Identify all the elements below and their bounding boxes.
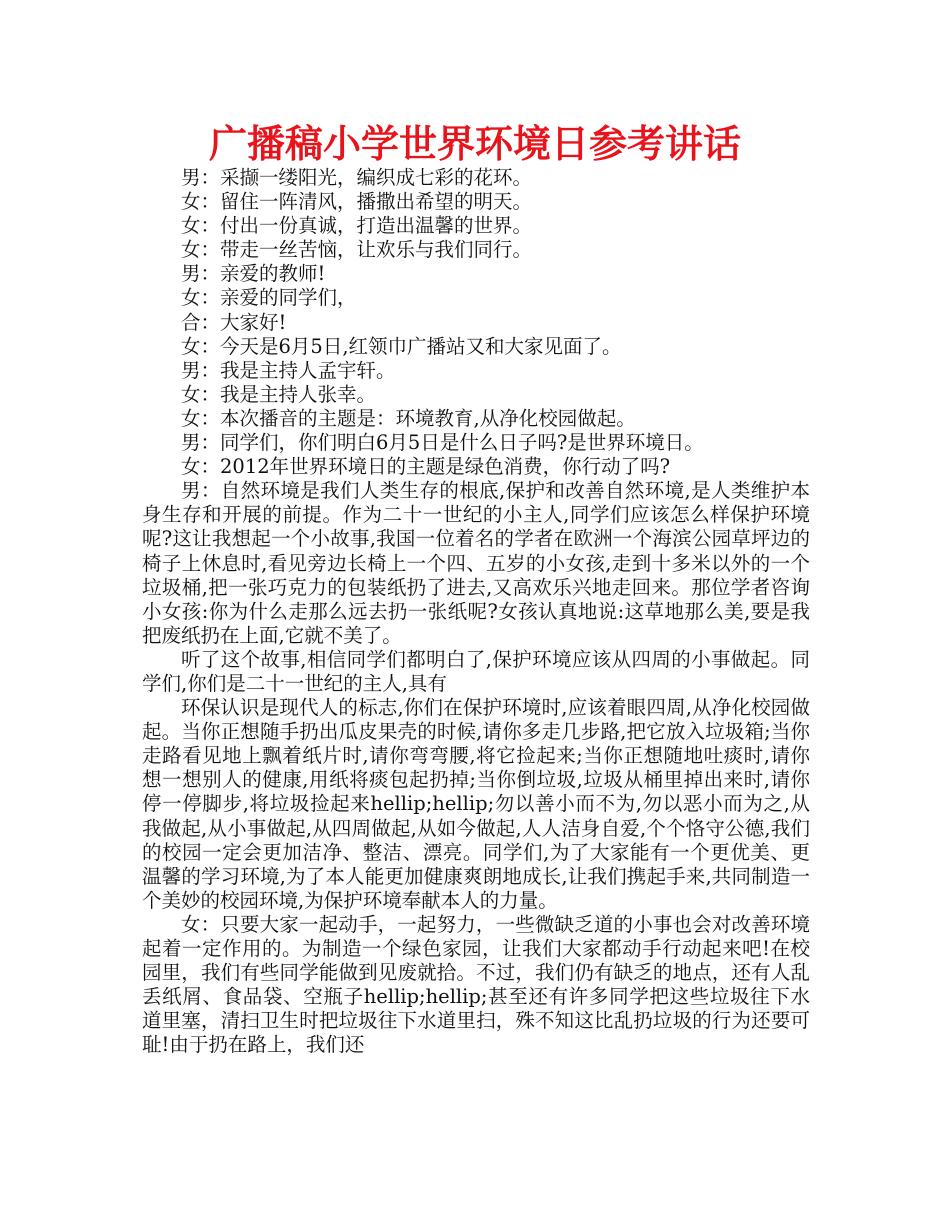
body-paragraph: 听了这个故事,相信同学们都明白了,保护环境应该从四周的小事做起。同学们,你们是二十一世纪的主人,具有: [142, 647, 810, 695]
dialogue-line: 男：亲爱的教师!: [181, 262, 326, 286]
body-paragraph: 男：自然环境是我们人类生存的根底,保护和改善自然环境,是人类维护本身生存和开展的前提。作为二十一世纪的小主人,同学们应该怎么样保护环境呢?这让我想起一个小故事,我国一位着名的学者在欧洲一个海滨公园草坪边的椅子上休息时,看见旁边长椅上一个四、五岁的小女孩,走到十多米以外的一个垃圾桶,把一张巧克力的包装纸扔了进去,又高欢乐兴地走回来。那位学者咨询小女孩:你为什么走那么远去扔一张纸呢?女孩认真地说:这草地那么美,要是我把废纸扔在上面,它就不美了。: [142, 479, 810, 647]
dialogue-line: 女：留住一阵清风，播撒出希望的明天。: [181, 190, 533, 214]
body-paragraph: 环保认识是现代人的标志,你们在保护环境时,应该着眼四周,从净化校园做起。当你正想随手扔出瓜皮果壳的时候,请你多走几步路,把它放入垃圾箱;当你走路看见地上飘着纸片时,请你弯弯腰,将它捡起来;当你正想随地吐痰时,请你想一想别人的健康,用纸将痰包起扔掉;当你倒垃圾,垃圾从桶里掉出来时,请你停一停脚步,将垃圾捡起来hellip;hellip;勿以善小而不为,勿以恶小而为之,从我做起,从小事做起,从四周做起,从如今做起,人人洁身自爱,个个恪守公德,我们的校园一定会更加洁净、整洁、漂亮。同学们,为了大家能有一个更优美、更温馨的学习环境,为了本人能更加健康爽朗地成长,让我们携起手来,共同制造一个美妙的校园环境,为保护环境奉献本人的力量。: [142, 696, 810, 912]
dialogue-line: 男：我是主持人孟宇轩。: [181, 358, 396, 382]
page-title: 广播稿小学世界环境日参考讲话: [208, 122, 741, 166]
document-body: [142, 166, 810, 1057]
dialogue-line: 女：我是主持人张幸。: [181, 382, 377, 406]
dialogue-line: 女：今天是6月5日,红领巾广播站又和大家见面了。: [181, 334, 622, 358]
dialogue-line: 男：采撷一缕阳光，编织成七彩的花环。: [181, 166, 533, 189]
dialogue-line: 合：大家好!: [181, 310, 287, 334]
dialogue-line: 女：带走一丝苦恼，让欢乐与我们同行。: [181, 238, 533, 262]
body-paragraph: 女：只要大家一起动手，一起努力，一些微缺乏道的小事也会对改善环境起着一定作用的。为制造一个绿色家园，让我们大家都动手行动起来吧!在校园里，我们有些同学能做到见废就拾。不过，我们仍有缺乏的地点，还有人乱丢纸屑、食品袋、空瓶子hellip;hellip;甚至还有许多同学把这些垃圾往下水道里塞，清扫卫生时把垃圾往下水道里扫，殊不知这比乱扔垃圾的行为还要可耻!由于扔在路上，我们还: [142, 912, 810, 1057]
dialogue-line: 女：亲爱的同学们，: [181, 286, 357, 310]
dialogue-line: 男：同学们，你们明白6月5日是什么日子吗?是世界环境日。: [181, 431, 704, 455]
dialogue-line: 女：本次播音的主题是：环境教育,从净化校园做起。: [181, 406, 636, 430]
dialogue-line: 女：付出一份真诚，打造出温馨的世界。: [181, 214, 533, 238]
dialogue-line: 女：2012年世界环境日的主题是绿色消费，你行动了吗?: [181, 455, 671, 479]
